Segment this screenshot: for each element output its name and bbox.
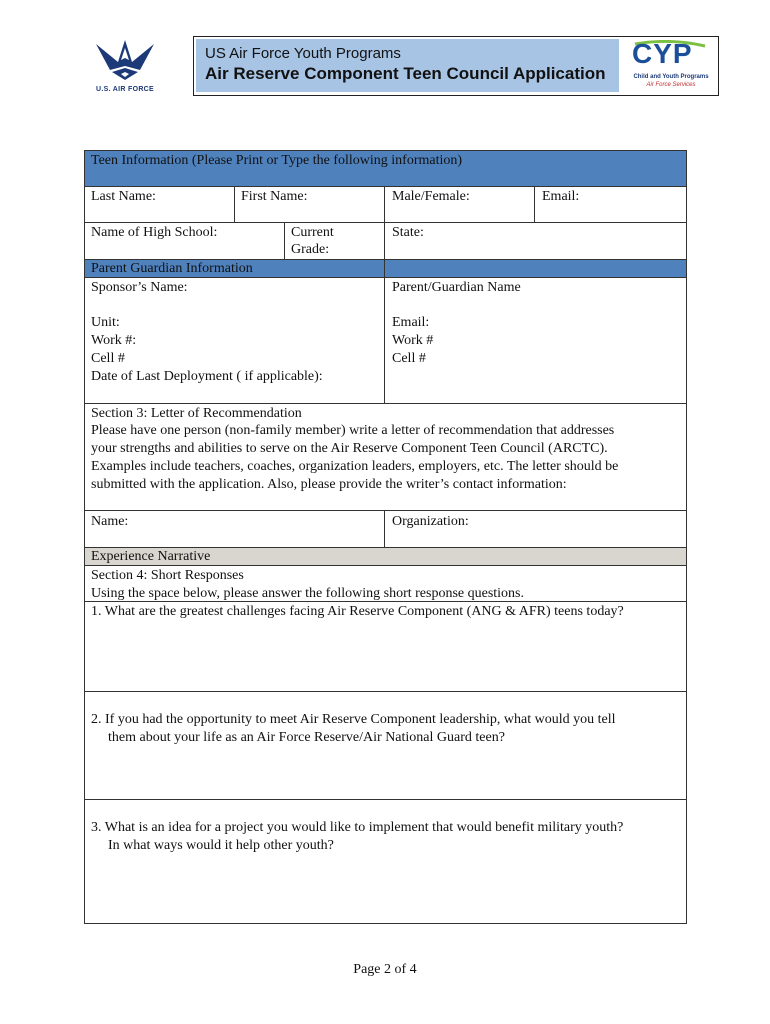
sponsor-name-field[interactable]: Sponsor’s Name:	[91, 280, 188, 295]
state-field[interactable]: State:	[392, 225, 424, 240]
question-2-line2: them about your life as an Air Force Reserve/Air National Guard teen?	[108, 730, 505, 745]
parent-name-field[interactable]: Parent/Guardian Name	[392, 280, 521, 295]
column-divider	[384, 186, 385, 403]
sponsor-cell-field[interactable]: Cell #	[91, 351, 125, 366]
question-2-line1: 2. If you had the opportunity to meet Air Reserve Component leadership, what would you tell	[91, 712, 616, 727]
section3-text-line: Please have one person (non-family member) write a letter of recommendation that addresses	[91, 423, 615, 438]
unit-field[interactable]: Unit:	[91, 315, 120, 330]
us-air-force-logo-text: U.S. AIR FORCE	[96, 86, 154, 93]
answer-3-area[interactable]	[86, 858, 684, 921]
column-divider	[234, 186, 235, 222]
column-divider	[284, 222, 285, 259]
parent-info-heading: Parent Guardian Information	[91, 261, 253, 276]
form-top-border	[84, 150, 687, 151]
cyp-logo-line2: Air Force Services	[646, 82, 696, 88]
question-3-line2: In what ways would it help other youth?	[108, 838, 334, 853]
row-divider	[84, 510, 687, 511]
current-grade-label-2[interactable]: Grade:	[291, 242, 330, 257]
last-name-field[interactable]: Last Name:	[91, 189, 156, 204]
cyp-logo-line1: Child and Youth Programs	[633, 74, 709, 80]
row-divider	[84, 186, 687, 187]
recommender-name-field[interactable]: Name:	[91, 514, 129, 529]
section3-text-line: your strengths and abilities to serve on the Air Reserve Component Teen Council (ARCTC).	[91, 441, 608, 456]
parent-work-field[interactable]: Work #	[392, 333, 434, 348]
first-name-field[interactable]: First Name:	[241, 189, 308, 204]
form-right-border	[686, 150, 687, 924]
row-divider	[84, 691, 687, 692]
sponsor-work-field[interactable]: Work #:	[91, 333, 137, 348]
question-1: 1. What are the greatest challenges facing Air Reserve Component (ANG & AFR) teens today?	[91, 604, 624, 619]
form-bottom-border	[84, 923, 687, 924]
teen-email-field[interactable]: Email:	[542, 189, 580, 204]
column-divider	[534, 186, 535, 222]
section4-title: Section 4: Short Responses	[91, 568, 244, 583]
recommender-organization-field[interactable]: Organization:	[392, 514, 469, 529]
section3-title: Section 3: Letter of Recommendation	[91, 406, 302, 421]
header-subtitle: US Air Force Youth Programs	[205, 45, 401, 62]
answer-1-area[interactable]	[86, 622, 684, 689]
cyp-logo-word: CYP	[632, 38, 693, 69]
document-title: Air Reserve Component Teen Council Application	[205, 64, 606, 83]
row-divider	[84, 799, 687, 800]
high-school-field[interactable]: Name of High School:	[91, 225, 218, 240]
parent-cell-field[interactable]: Cell #	[392, 351, 426, 366]
deployment-date-field[interactable]: Date of Last Deployment ( if applicable):	[91, 369, 323, 384]
form-left-border	[84, 150, 85, 924]
row-divider	[84, 403, 687, 404]
section3-text-line: Examples include teachers, coaches, organization leaders, employers, etc. The letter should be	[91, 459, 619, 474]
section3-text-line: submitted with the application. Also, please provide the writer’s contact information:	[91, 477, 567, 492]
column-divider	[384, 510, 385, 547]
gender-field[interactable]: Male/Female:	[392, 189, 470, 204]
page-number: Page 2 of 4	[353, 962, 417, 977]
teen-info-heading: Teen Information (Please Print or Type the following information)	[91, 153, 463, 168]
parent-email-field[interactable]: Email:	[392, 315, 430, 330]
section4-instructions: Using the space below, please answer the following short response questions.	[91, 586, 524, 601]
experience-narrative-heading: Experience Narrative	[91, 549, 211, 564]
answer-2-area[interactable]	[86, 750, 684, 797]
row-divider	[84, 222, 687, 223]
question-3-line1: 3. What is an idea for a project you would like to implement that would benefit military youth?	[91, 820, 624, 835]
current-grade-label-1[interactable]: Current	[291, 225, 334, 240]
